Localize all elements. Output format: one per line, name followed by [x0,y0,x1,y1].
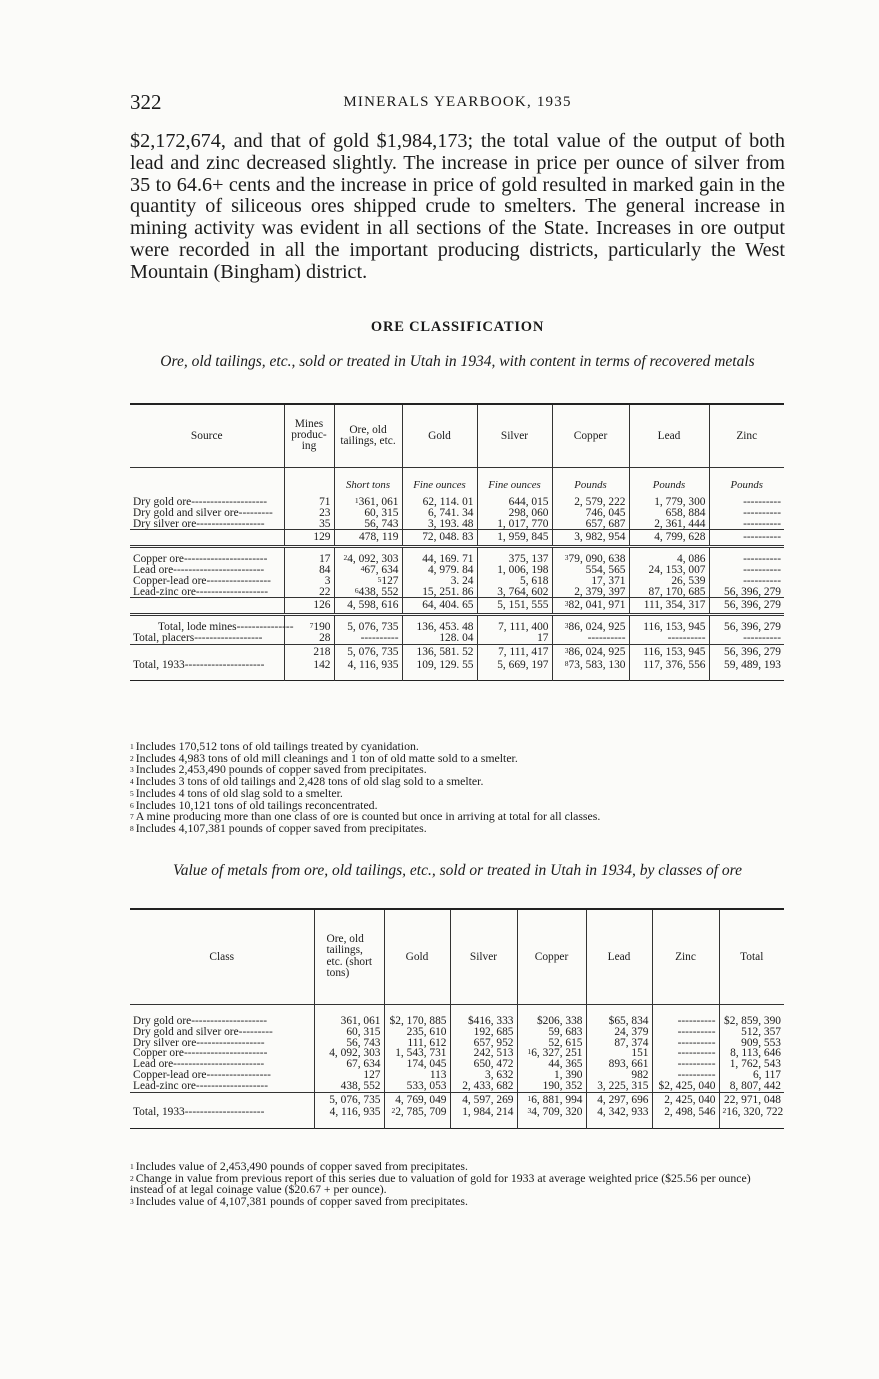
copper-cell: $^3$86, 024, 925 [552,644,629,659]
zinc-cell: ---------- [709,633,784,644]
silver-cell: 1, 984, 214 [450,1107,517,1118]
footnote [130,820,785,835]
table-row [130,519,784,530]
gold-cell: 1, 543, 731 [384,1048,450,1059]
table1-header-row [130,404,784,467]
row-label: Lead ore------------------------ [133,1058,265,1071]
lead-cell: 87, 374 [586,1038,652,1049]
header-silver: Silver [477,404,552,467]
footnote-number: 6 [130,800,134,810]
ore-cell: 5, 076, 735 [314,1092,384,1107]
table1-footnotes [130,741,785,835]
table-row [130,633,784,644]
ore-cell: 438, 552 [314,1081,384,1092]
ore-cell: 4, 116, 935 [334,660,402,671]
zinc-cell: ---------- [709,576,784,587]
ore-cell: $^4$67, 634 [334,565,402,576]
zinc-cell: 2, 425, 040 [652,1092,719,1107]
zinc-cell: ---------- [709,497,784,508]
leader-dots: ----------------- [206,574,271,587]
gold-cell: 128. 04 [402,633,477,644]
mines-cell: 23 [284,508,334,519]
gold-cell: 6, 741. 34 [402,508,477,519]
gold-cell: 533, 053 [384,1081,450,1092]
silver-cell: 298, 060 [477,508,552,519]
ore-cell: 4, 116, 935 [314,1107,384,1118]
silver-cell: 1, 006, 198 [477,565,552,576]
ore-cell: 5, 076, 735 [334,644,402,659]
copper-cell: 2, 379, 397 [552,587,629,598]
spacer-row [130,670,784,681]
footnote-number: 1 [130,742,134,751]
copper-cell: $^3$4, 709, 320 [517,1107,586,1118]
zinc-cell: ---------- [652,1027,719,1038]
lead-cell: 116, 153, 945 [629,615,709,633]
gold-cell: 72, 048. 83 [402,530,477,547]
silver-cell: 4, 597, 269 [450,1092,517,1107]
silver-cell: 5, 669, 197 [477,660,552,671]
total-cell: 22, 971, 048 [719,1092,784,1107]
table2-header-row [130,909,784,1004]
copper-cell: $^3$82, 041, 971 [552,598,629,615]
row-label: Copper-lead ore----------------- [133,1068,271,1081]
footnote-text: Includes 2,453,490 pounds of copper saved from precipitates. [135,762,427,777]
header-ore: Ore, old tailings, etc. [334,404,402,467]
footnote-text: Change in value from previous report of this series due to valuation of gold for 1933 at average weighted price ($25.56 per ounce) instead of at legal coinage value ($20.67 + per ounce). [130,1170,751,1197]
copper-cell: 44, 365 [517,1059,586,1070]
footnote [130,1196,785,1208]
mines-cell: 35 [284,519,334,530]
lead-cell: 111, 354, 317 [629,598,709,615]
silver-cell: 5, 618 [477,576,552,587]
header-ore-tons: Ore, old tailings, etc. (short tons) [314,909,384,1004]
lead-cell: 4, 086 [629,547,709,565]
copper-cell: $206, 338 [517,1016,586,1027]
gold-cell: 109, 129. 55 [402,660,477,671]
zinc-cell: ---------- [652,1059,719,1070]
table-row [130,1107,784,1118]
gold-cell: $2, 170, 885 [384,1016,450,1027]
ore-cell: 60, 315 [314,1027,384,1038]
lead-cell: 893, 661 [586,1059,652,1070]
lead-cell: 2, 361, 444 [629,519,709,530]
page-number: 322 [130,90,162,114]
leader-dots: ------------------------ [173,1058,265,1071]
row-label: Total, 1933--------------------- [133,658,265,671]
copper-cell: 746, 045 [552,508,629,519]
header-mines: Mines produc- ing [284,404,334,467]
mines-cell: $^7$190 [284,615,334,633]
ore-cell: 4, 598, 616 [334,598,402,615]
gold-cell: 3. 24 [402,576,477,587]
ore-cell: 60, 315 [334,508,402,519]
leader-dots: ----------------- [206,1068,271,1081]
lead-cell: 4, 799, 628 [629,530,709,547]
footnote-ref: 2 [391,1106,396,1116]
leader-dots: --------- [238,506,273,519]
lead-cell: 24, 153, 007 [629,565,709,576]
zinc-cell: 56, 396, 279 [709,615,784,633]
row-label: Dry gold and silver ore--------- [133,1025,273,1038]
ore-cell: 5, 076, 735 [334,615,402,633]
footnote-ref: 3 [527,1106,532,1116]
total-cell: 6, 117 [719,1070,784,1081]
units-row: Short tons Fine ounces Fine ounces Pounds Pounds Pounds [130,467,784,497]
table2-footnotes [130,1161,785,1208]
row-label [130,598,284,615]
silver-cell: 17 [477,633,552,644]
copper-cell: 190, 352 [517,1081,586,1092]
silver-cell: 1, 017, 770 [477,519,552,530]
footnote-ref: 7 [309,621,314,631]
gold-cell: 111, 612 [384,1038,450,1049]
zinc-cell: ---------- [652,1070,719,1081]
footnote-number: 8 [130,823,134,833]
copper-cell: 1, 390 [517,1070,586,1081]
gold-cell: 4, 979. 84 [402,565,477,576]
ore-cell: $^6$438, 552 [334,587,402,598]
leader-dots: --------------------- [184,658,265,671]
table1-caption: Ore, old tailings, etc., sold or treated in Utah in 1934, with content in terms of recovered metals [160,353,755,370]
header-gold: Gold [402,404,477,467]
leader-dots: -------------------- [191,1015,268,1027]
footnote-ref: 1 [354,496,359,505]
footnote-ref: 1 [527,1047,532,1057]
row-label: Dry gold ore-------------------- [133,496,268,508]
zinc-cell: 2, 498, 546 [652,1107,719,1118]
copper-cell: $^1$6, 327, 251 [517,1048,586,1059]
zinc-cell: 56, 396, 279 [709,587,784,598]
leader-dots: --------------- [236,621,294,634]
zinc-cell: ---------- [652,1038,719,1049]
spacer-row [130,1118,784,1129]
section-title: ORE CLASSIFICATION [370,319,545,335]
footnote-text: Includes 10,121 tons of old tailings reconcentrated. [135,797,378,812]
footnote-ref: 2 [722,1106,727,1116]
leader-dots: ------------------ [196,1036,265,1049]
header-zinc: Zinc [709,404,784,467]
row-label [130,1092,314,1107]
row-label: Dry gold ore-------------------- [133,1015,268,1027]
ore-cell: 361, 061 [314,1016,384,1027]
row-label [130,644,284,659]
row-label: Dry gold and silver ore--------- [133,506,273,519]
zinc-cell: ---------- [709,508,784,519]
header-class: Class [130,909,314,1004]
mines-cell: 129 [284,530,334,547]
leader-dots: -------------------- [191,496,268,508]
table-row [130,644,784,659]
zinc-cell: ---------- [652,1048,719,1059]
leader-dots: --------- [238,1025,273,1038]
lead-cell: 26, 539 [629,576,709,587]
mines-cell: 126 [284,598,334,615]
total-cell: 1, 762, 543 [719,1059,784,1070]
table-row [130,587,784,598]
footnote-number: 3 [130,1197,134,1207]
copper-cell: 554, 565 [552,565,629,576]
header-copper: Copper [552,404,629,467]
gold-cell: 174, 045 [384,1059,450,1070]
footnote-ref: 1 [527,1093,532,1103]
ore-cell: 56, 743 [314,1038,384,1049]
row-label: Total, placers------------------ [133,631,263,644]
leader-dots: ------------------ [196,517,265,530]
mines-cell: 218 [284,644,334,659]
row-label: Total, lode mines--------------- [130,615,284,633]
gold-cell: 15, 251. 86 [402,587,477,598]
header-lead-value: Lead [586,909,652,1004]
lead-cell: 658, 884 [629,508,709,519]
ore-cell: ---------- [334,633,402,644]
total-cell: $2, 859, 390 [719,1016,784,1027]
footnote-text: Includes 4 tons of old slag sold to a smelter. [135,785,343,800]
footnote-ref: 6 [354,585,359,595]
mines-cell: 3 [284,576,334,587]
lead-cell: 4, 297, 696 [586,1092,652,1107]
row-label: Copper ore---------------------- [133,1047,268,1060]
total-cell: $^2$16, 320, 722 [719,1107,784,1118]
footnote-text: Includes 170,512 tons of old tailings treated by cyanidation. [135,739,419,753]
gold-cell: 3, 193. 48 [402,519,477,530]
gold-cell: 4, 769, 049 [384,1092,450,1107]
gold-cell: 136, 581. 52 [402,644,477,659]
zinc-cell: ---------- [709,530,784,547]
silver-cell: 5, 151, 555 [477,598,552,615]
footnote-number: 1 [130,1162,134,1171]
row-label [130,530,284,547]
ore-cell: $^5$127 [334,576,402,587]
table-row [130,530,784,547]
footnote-ref: 3 [564,599,569,609]
mines-cell: 28 [284,633,334,644]
footnote [130,1170,785,1197]
lead-cell: 116, 153, 945 [629,644,709,659]
ore-classification-table [130,403,784,681]
table-row [130,660,784,671]
leader-dots: ---------------------- [183,553,268,566]
silver-cell: 192, 685 [450,1027,517,1038]
total-cell: 512, 357 [719,1027,784,1038]
silver-cell: 3, 764, 602 [477,587,552,598]
ore-cell: 56, 743 [334,519,402,530]
footnote-ref: 3 [564,621,569,631]
row-label: Total, 1933--------------------- [133,1106,265,1119]
mines-cell: 22 [284,587,334,598]
row-label: Lead-zinc ore------------------- [133,1079,268,1092]
copper-cell: $^8$73, 583, 130 [552,660,629,671]
total-cell: 8, 113, 646 [719,1048,784,1059]
header-silver-value: Silver [450,909,517,1004]
mines-cell: 142 [284,660,334,671]
table2-caption: Value of metals from ore, old tailings, etc., sold or treated in Utah in 1934, by classes of ore [172,862,742,879]
copper-cell: $^3$79, 090, 638 [552,547,629,565]
silver-cell: 657, 952 [450,1038,517,1049]
footnote-number: 3 [130,765,134,775]
copper-cell: 657, 687 [552,519,629,530]
copper-cell: 52, 615 [517,1038,586,1049]
copper-cell: 2, 579, 222 [552,497,629,508]
footnote-ref: 3 [564,645,569,655]
footnote-ref: 4 [360,563,365,573]
lead-cell: 4, 342, 933 [586,1107,652,1118]
footnote-text: Includes 4,983 tons of old mill cleanings and 1 ton of old matte sold to a smelter. [135,750,518,765]
header-lead: Lead [629,404,709,467]
zinc-cell: 59, 489, 193 [709,660,784,671]
ore-cell: 4, 092, 303 [314,1048,384,1059]
lead-cell: 3, 225, 315 [586,1081,652,1092]
total-cell: 909, 553 [719,1038,784,1049]
ore-cell: 67, 634 [314,1059,384,1070]
total-cell: 8, 807, 442 [719,1081,784,1092]
zinc-cell: ---------- [709,519,784,530]
row-label: Dry silver ore------------------ [133,517,265,530]
footnote-number: 2 [130,1173,134,1183]
lead-cell: 117, 376, 556 [629,660,709,671]
row-label: Copper ore---------------------- [130,547,284,565]
header-source: Source [130,404,284,467]
zinc-cell: 56, 396, 279 [709,644,784,659]
copper-cell: 17, 371 [552,576,629,587]
silver-cell: 242, 513 [450,1048,517,1059]
silver-cell: 7, 111, 400 [477,615,552,633]
leader-dots: ------------------------ [173,563,265,576]
table-row [130,1081,784,1092]
zinc-cell: ---------- [709,547,784,565]
footnote-ref: 3 [564,553,569,563]
lead-cell: 982 [586,1070,652,1081]
zinc-cell: 56, 396, 279 [709,598,784,615]
copper-cell: 59, 683 [517,1027,586,1038]
footnote-ref: 2 [343,553,348,563]
row-label: Copper-lead ore----------------- [133,574,271,587]
leader-dots: ------------------- [195,1079,268,1092]
mines-cell: 17 [284,547,334,565]
table-row [130,598,784,615]
leader-dots: --------------------- [184,1106,265,1119]
table-row [130,1092,784,1107]
ore-cell: $^1$361, 061 [334,497,402,508]
footnote-number: 5 [130,788,134,798]
row-label: Lead-zinc ore------------------- [133,585,268,598]
ore-cell: 127 [314,1070,384,1081]
leader-dots: ------------------ [194,631,263,644]
silver-cell: 375, 137 [477,547,552,565]
gold-cell: 62, 114. 01 [402,497,477,508]
ore-cell: 478, 119 [334,530,402,547]
gold-cell: 44, 169. 71 [402,547,477,565]
copper-cell: $^3$86, 024, 925 [552,615,629,633]
gold-cell: 64, 404. 65 [402,598,477,615]
silver-cell: 644, 015 [477,497,552,508]
silver-cell: 1, 959, 845 [477,530,552,547]
mines-cell: 84 [284,565,334,576]
row-label: Dry silver ore------------------ [133,1036,265,1049]
header-zinc-value: Zinc [652,909,719,1004]
footnote-text: Includes value of 4,107,381 pounds of copper saved from precipitates. [135,1194,468,1209]
lead-cell: 1, 779, 300 [629,497,709,508]
gold-cell: 113 [384,1070,450,1081]
leader-dots: ---------------------- [183,1047,268,1060]
zinc-cell: $2, 425, 040 [652,1081,719,1092]
value-by-class-table [130,908,784,1129]
running-title: MINERALS YEARBOOK, 1935 [343,94,572,110]
silver-cell: 3, 632 [450,1070,517,1081]
zinc-cell: ---------- [709,565,784,576]
gold-cell: 235, 610 [384,1027,450,1038]
gold-cell: 136, 453. 48 [402,615,477,633]
table-row [130,615,784,633]
silver-cell: 650, 472 [450,1059,517,1070]
footnote-number: 7 [130,812,134,822]
ore-cell: $^2$4, 092, 303 [334,547,402,565]
footnote-number: 4 [130,777,134,787]
silver-cell: 7, 111, 417 [477,644,552,659]
footnote-number: 2 [130,753,134,763]
copper-cell: 3, 982, 954 [552,530,629,547]
header-gold-value: Gold [384,909,450,1004]
header-total-value: Total [719,909,784,1004]
mines-cell: 71 [284,497,334,508]
leader-dots: ------------------- [195,585,268,598]
header-copper-value: Copper [517,909,586,1004]
page-header [130,90,785,114]
lead-cell: ---------- [629,633,709,644]
copper-cell: $^1$6, 881, 994 [517,1092,586,1107]
lead-cell: 24, 379 [586,1027,652,1038]
footnote-ref: 5 [377,574,382,584]
lead-cell: $65, 834 [586,1016,652,1027]
lead-cell: 87, 170, 685 [629,587,709,598]
row-label: Lead ore------------------------ [133,563,265,576]
footnote-ref: 8 [564,658,569,668]
table-row [130,547,784,565]
footnote-text: Includes value of 2,453,490 pounds of copper saved from precipitates. [135,1159,468,1173]
lead-cell: 151 [586,1048,652,1059]
intro-paragraph: $2,172,674, and that of gold $1,984,173; the total value of the output of both lead and zinc decreased slightly. The increase in price per ounce of silver from 35 to 64.6+ cents and the increase in price of gold resulted in marked gain in the quantity of siliceous ores shipped crude to smelters. The general increase in mining activity was evident in all sections of the State. Increases in ore output were recorded in all the important producing districts, particularly the West Mountain (Bingham) district. [130,130,785,283]
gold-cell: $^2$2, 785, 709 [384,1107,450,1118]
footnote-text: Includes 3 tons of old tailings and 2,428 tons of old slag sold to a smelter. [135,774,484,789]
footnote-text: A mine producing more than one class of ore is counted but once in arriving at total for all classes. [135,809,601,824]
copper-cell: ---------- [552,633,629,644]
zinc-cell: ---------- [652,1016,719,1027]
footnote-text: Includes 4,107,381 pounds of copper saved from precipitates. [135,820,427,835]
silver-cell: $416, 333 [450,1016,517,1027]
silver-cell: 2, 433, 682 [450,1081,517,1092]
